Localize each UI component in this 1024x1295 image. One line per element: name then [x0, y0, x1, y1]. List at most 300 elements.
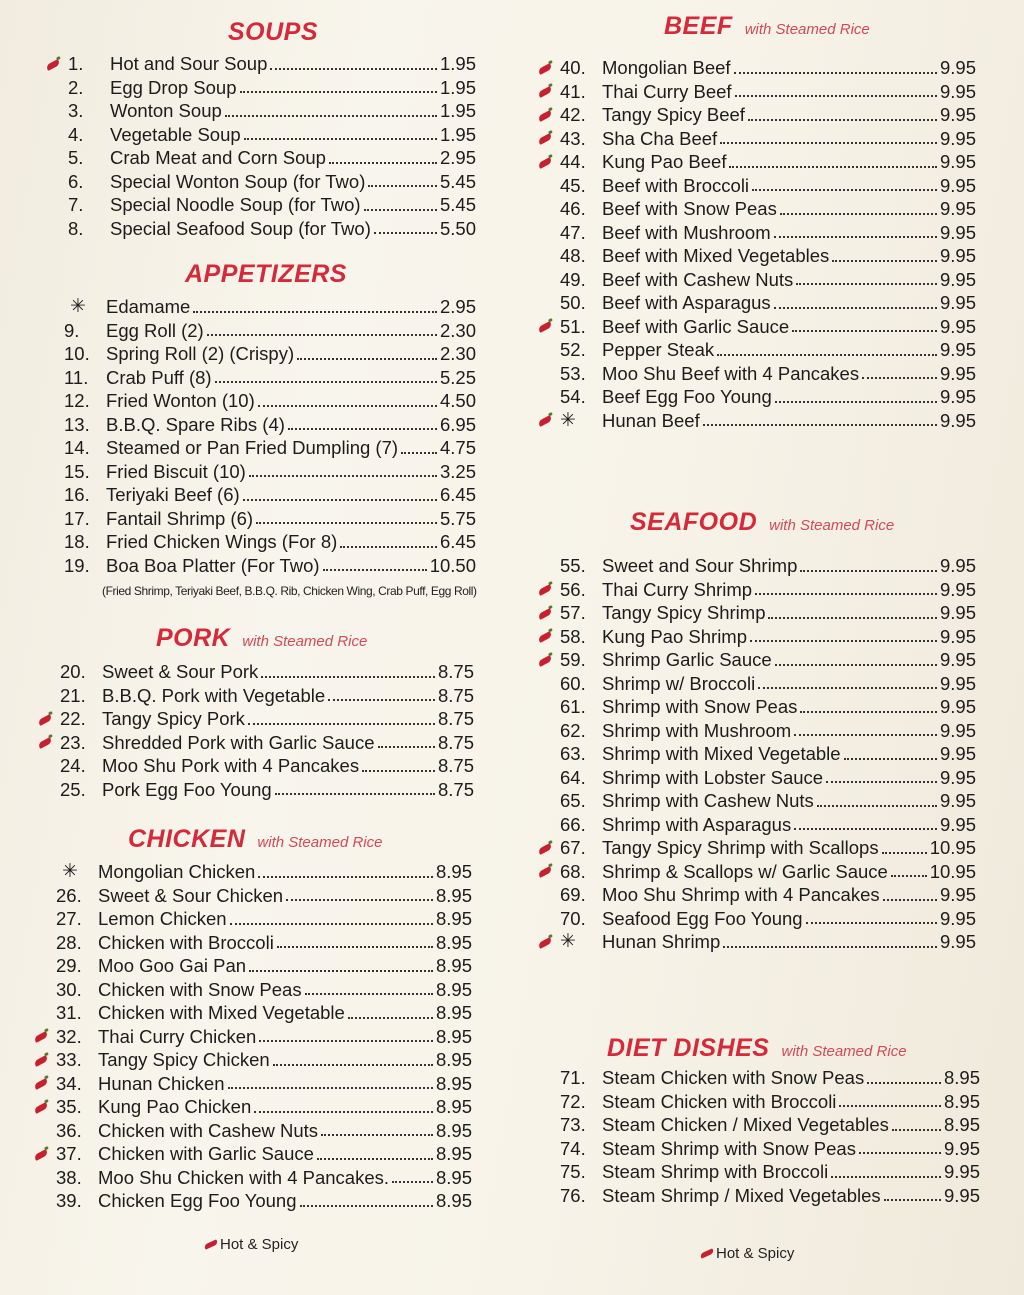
item-marker [532, 248, 560, 268]
item-number: 54. [560, 386, 586, 407]
item-price: 9.95 [943, 1161, 980, 1182]
menu-item [40, 99, 476, 123]
item-name: Moo Shu Beef with 4 Pancakes [602, 362, 860, 384]
item-name: Kung Pao Shrimp [602, 625, 748, 647]
item-marker [532, 769, 560, 789]
dot-leader [401, 452, 437, 454]
item-marker [532, 1117, 560, 1137]
item-marker [28, 1028, 56, 1048]
item-name: Special Seafood Soup (for Two) [110, 217, 371, 239]
item-marker [532, 1140, 560, 1160]
item-name: Mongolian Beef [602, 57, 731, 78]
item-name: Steam Shrimp / Mixed Vegetables [602, 1184, 881, 1206]
item-marker [32, 664, 60, 684]
menu-item [532, 766, 976, 790]
dot-leader [193, 311, 437, 313]
item-name: Thai Curry Shrimp [602, 578, 753, 600]
item-number: 74. [560, 1137, 586, 1159]
asterisk-icon: ✳ [560, 931, 576, 952]
item-name: Teriyaki Beef (6) [106, 484, 240, 505]
item-marker [36, 510, 64, 530]
item-number: 26. [56, 884, 82, 906]
item-name: Shrimp with Cashew Nuts [602, 790, 814, 811]
dot-leader [750, 640, 937, 642]
item-number: 19. [64, 554, 90, 576]
menu-item [28, 931, 472, 955]
item-marker [28, 1005, 56, 1025]
item-price: 8.95 [435, 1143, 472, 1164]
dot-leader [378, 746, 435, 748]
item-price: 9.95 [939, 339, 976, 360]
dot-leader [723, 946, 937, 948]
item-name: Beef with Garlic Sauce [602, 315, 790, 337]
item-price: 9.95 [939, 884, 976, 905]
item-price: 1.95 [439, 53, 476, 74]
item-price: 8.75 [437, 755, 474, 776]
item-marker [532, 154, 560, 174]
item-price: 9.95 [939, 743, 976, 764]
menu-item [532, 907, 976, 931]
dot-leader [273, 1064, 433, 1066]
menu-item [28, 954, 472, 978]
item-name: Edamame [106, 296, 191, 317]
item-name: Lemon Chicken [98, 908, 227, 929]
item-marker [28, 1052, 56, 1072]
item-price: 9.95 [939, 409, 976, 431]
menu-item [36, 319, 476, 343]
item-price: 6.95 [439, 413, 476, 435]
item-marker [532, 177, 560, 197]
dot-leader [862, 377, 937, 379]
menu-item [28, 1166, 472, 1190]
appetizers-header [185, 260, 347, 289]
item-name: B.B.Q. Spare Ribs (4) [106, 413, 285, 435]
item-marker [532, 840, 560, 860]
item-marker [532, 342, 560, 362]
dot-leader [734, 72, 937, 74]
item-name: Beef with Cashew Nuts [602, 268, 794, 290]
chicken-header [128, 825, 382, 854]
beef-header [664, 12, 870, 41]
item-number: 5. [68, 147, 84, 168]
item-name: B.B.Q. Pork with Vegetable [102, 684, 326, 706]
item-marker [532, 1093, 560, 1113]
menu-item [40, 146, 476, 170]
menu-item [532, 813, 976, 837]
item-name: Thai Curry Chicken [98, 1025, 257, 1047]
item-number: 18. [64, 531, 90, 552]
item-marker [40, 103, 68, 123]
item-number: 63. [560, 743, 586, 764]
item-price: 8.95 [435, 1049, 472, 1070]
item-price: 5.50 [439, 217, 476, 239]
dot-leader [275, 793, 435, 795]
item-number: 64. [560, 766, 586, 788]
item-marker [532, 295, 560, 315]
item-name: Steam Chicken with Broccoli [602, 1090, 837, 1112]
dot-leader [230, 923, 433, 925]
item-number: 13. [64, 413, 90, 435]
menu-item [32, 754, 474, 778]
item-marker [28, 1075, 56, 1095]
pepper-icon [537, 415, 552, 427]
dot-leader [305, 993, 433, 995]
item-marker [36, 463, 64, 483]
item-number: 25. [60, 778, 86, 800]
item-number: 44. [560, 151, 586, 172]
menu-item [532, 150, 976, 174]
item-price: 8.75 [437, 684, 474, 706]
item-price: 9.95 [939, 696, 976, 717]
item-price: 8.95 [435, 1002, 472, 1023]
item-marker [28, 864, 56, 884]
item-price: 9.95 [939, 151, 976, 172]
item-price: 9.95 [939, 386, 976, 407]
item-name: Beef with Mushroom [602, 221, 771, 243]
menu-item [36, 460, 476, 484]
item-marker [40, 79, 68, 99]
appetizers-list [36, 295, 476, 577]
menu-item [532, 860, 976, 884]
dot-leader [884, 1199, 941, 1201]
item-price: 8.95 [435, 1096, 472, 1117]
item-number: 21. [60, 684, 86, 706]
item-marker [32, 781, 60, 801]
item-marker [532, 201, 560, 221]
item-name: Beef Egg Foo Young [602, 386, 772, 407]
menu-item [36, 483, 476, 507]
section-title: DIET DISHES [607, 1034, 770, 1062]
menu-item [532, 672, 976, 696]
item-number: 73. [560, 1114, 586, 1135]
pepper-icon [33, 1031, 48, 1043]
item-price: 1.95 [439, 100, 476, 121]
item-marker [28, 958, 56, 978]
item-number: 51. [560, 315, 586, 337]
dot-leader [249, 475, 437, 477]
item-price: 9.95 [943, 1184, 980, 1206]
menu-item [532, 554, 976, 578]
dot-leader [794, 828, 937, 830]
dot-leader [703, 424, 937, 426]
dot-leader [321, 1134, 433, 1136]
section-title: APPETIZERS [185, 260, 347, 288]
pepper-icon [537, 86, 552, 98]
item-number: 12. [64, 390, 90, 411]
item-name: Fantail Shrimp (6) [106, 507, 254, 529]
item-name: Chicken with Snow Peas [98, 978, 302, 1000]
menu-item [532, 1066, 980, 1090]
item-marker [36, 393, 64, 413]
menu-item [40, 217, 476, 241]
item-name: Shrimp Garlic Sauce [602, 649, 772, 670]
item-price: 8.95 [435, 955, 472, 976]
dot-leader [286, 899, 433, 901]
dot-leader [752, 189, 937, 191]
menu-item [28, 1095, 472, 1119]
item-price: 8.95 [435, 884, 472, 906]
menu-item [36, 342, 476, 366]
item-number: 24. [60, 755, 86, 776]
item-price: 5.45 [439, 194, 476, 215]
item-name: Moo Shu Chicken with 4 Pancakes. [98, 1166, 390, 1188]
item-price: 8.95 [435, 861, 472, 882]
item-number: 30. [56, 978, 82, 1000]
dot-leader [364, 209, 437, 211]
pork-list [32, 660, 474, 801]
menu-item [532, 385, 976, 409]
item-name: Tangy Spicy Shrimp [602, 602, 766, 623]
item-number: 20. [60, 661, 86, 682]
item-marker [532, 581, 560, 601]
item-number: 4. [68, 123, 84, 145]
item-number: 69. [560, 884, 586, 905]
dot-leader [300, 1205, 433, 1207]
item-price: 1.95 [439, 76, 476, 98]
item-marker [532, 722, 560, 742]
item-number: 53. [560, 362, 586, 384]
menu-item [532, 197, 976, 221]
dot-leader [826, 781, 937, 783]
item-marker [532, 652, 560, 672]
item-name: Kung Pao Beef [602, 151, 727, 172]
dot-leader [259, 1040, 433, 1042]
item-marker [532, 746, 560, 766]
item-price: 9.95 [939, 104, 976, 125]
item-marker [532, 60, 560, 80]
item-number: 8. [68, 217, 84, 239]
item-number: 27. [56, 908, 82, 929]
dot-leader [362, 770, 435, 772]
item-marker [532, 83, 560, 103]
pepper-icon [537, 608, 552, 620]
item-name: Crab Puff (8) [106, 366, 212, 388]
item-marker [28, 887, 56, 907]
legend-label: Hot & Spicy [716, 1245, 795, 1262]
item-price: 9.95 [939, 672, 976, 694]
dot-leader [240, 91, 437, 93]
item-number [56, 859, 98, 884]
item-number: 48. [560, 245, 586, 266]
dot-leader [775, 664, 937, 666]
item-number: 39. [56, 1190, 82, 1211]
item-name: Chicken with Mixed Vegetable [98, 1002, 345, 1023]
dot-leader [261, 676, 435, 678]
item-name: Thai Curry Beef [602, 80, 732, 102]
item-price: 8.75 [437, 778, 474, 800]
pork-header [156, 624, 367, 653]
item-marker [36, 346, 64, 366]
section-title: SOUPS [228, 18, 319, 46]
dot-leader [328, 699, 435, 701]
item-number: 32. [56, 1025, 82, 1047]
item-name: Chicken Egg Foo Young [98, 1190, 297, 1211]
item-name: Vegetable Soup [110, 123, 241, 145]
menu-item [532, 315, 976, 339]
item-name: Sha Cha Beef [602, 127, 718, 149]
item-marker [32, 734, 60, 754]
item-price: 8.95 [435, 1166, 472, 1188]
pepper-icon [204, 1239, 219, 1249]
item-price: 8.75 [437, 661, 474, 682]
asterisk-icon: ✳ [70, 296, 86, 317]
item-price: 9.95 [939, 766, 976, 788]
item-marker [532, 816, 560, 836]
item-name: Chicken with Cashew Nuts [98, 1119, 319, 1141]
section-subtitle: with Steamed Rice [242, 633, 368, 650]
dot-leader [258, 876, 433, 878]
pepper-icon [537, 584, 552, 596]
item-number: 58. [560, 625, 586, 647]
item-name: Shrimp & Scallops w/ Garlic Sauce [602, 860, 888, 882]
dot-leader [228, 1087, 433, 1089]
item-number: 49. [560, 268, 586, 290]
section-title: SEAFOOD [630, 508, 758, 536]
dot-leader [892, 1129, 941, 1131]
item-number: 9. [64, 319, 80, 341]
item-number: 55. [560, 555, 586, 576]
dot-leader [774, 307, 937, 309]
item-name: Beef with Snow Peas [602, 198, 777, 219]
menu-item [36, 530, 476, 554]
item-name: Chicken with Broccoli [98, 931, 274, 953]
item-marker [28, 1099, 56, 1119]
item-name: Shredded Pork with Garlic Sauce [102, 731, 375, 753]
menu-item [36, 554, 476, 578]
menu-item [28, 1025, 472, 1049]
item-name: Shrimp with Snow Peas [602, 696, 798, 717]
item-marker [28, 1122, 56, 1142]
pepper-icon [537, 110, 552, 122]
item-number: 3. [68, 100, 84, 121]
menu-item [28, 1001, 472, 1025]
item-marker [40, 56, 68, 76]
dot-leader [244, 138, 437, 140]
dot-leader [717, 354, 937, 356]
item-marker [532, 107, 560, 127]
item-number: 60. [560, 672, 586, 694]
item-price: 9.95 [943, 1137, 980, 1159]
item-price: 9.95 [939, 649, 976, 670]
item-marker [28, 1169, 56, 1189]
dot-leader [882, 852, 927, 854]
item-price: 8.75 [437, 731, 474, 753]
dot-leader [348, 1017, 433, 1019]
pepper-icon [537, 937, 552, 949]
item-number: 72. [560, 1090, 586, 1112]
item-marker [532, 389, 560, 409]
menu-item [532, 103, 976, 127]
menu-item [532, 1160, 980, 1184]
section-title: PORK [156, 624, 231, 652]
dot-leader [768, 617, 937, 619]
menu-item [28, 907, 472, 931]
item-name: Shrimp with Asparagus [602, 813, 792, 835]
item-name: Mongolian Chicken [98, 861, 256, 882]
menu-item [32, 731, 474, 755]
dot-leader [248, 723, 435, 725]
item-number: 33. [56, 1049, 82, 1070]
pepper-icon [37, 714, 52, 726]
pepper-icon [33, 1055, 48, 1067]
item-price: 3.25 [439, 460, 476, 482]
item-price: 9.95 [939, 198, 976, 219]
item-name: Pepper Steak [602, 339, 715, 360]
dot-leader [258, 405, 437, 407]
item-name: Shrimp w/ Broccoli [602, 672, 756, 694]
item-number: 31. [56, 1002, 82, 1023]
item-price: 2.30 [439, 343, 476, 364]
dot-leader [329, 162, 437, 164]
item-name: Beef with Asparagus [602, 292, 771, 313]
item-number: 59. [560, 649, 586, 670]
item-name: Special Noodle Soup (for Two) [110, 194, 361, 215]
item-price: 9.95 [939, 268, 976, 290]
item-price: 6.45 [439, 484, 476, 505]
pepper-icon [33, 1102, 48, 1114]
item-price: 1.95 [439, 123, 476, 145]
item-number: 36. [56, 1119, 82, 1141]
platter-note: (Fried Shrimp, Teriyaki Beef, B.B.Q. Rib, Chicken Wing, Crab Puff, Egg Roll) [102, 584, 477, 598]
item-marker [532, 365, 560, 385]
menu-item [32, 707, 474, 731]
dot-leader [249, 970, 433, 972]
dot-leader [720, 142, 937, 144]
item-number: 56. [560, 578, 586, 600]
menu-item [532, 221, 976, 245]
item-number: 71. [560, 1067, 586, 1088]
item-name: Hunan Chicken [98, 1072, 225, 1094]
item-number: 38. [56, 1166, 82, 1188]
item-number: 70. [560, 907, 586, 929]
item-name: Spring Roll (2) (Crispy) [106, 343, 295, 364]
dot-leader [891, 875, 927, 877]
item-price: 9.95 [939, 315, 976, 337]
pepper-icon [33, 1078, 48, 1090]
item-name: Moo Goo Gai Pan [98, 955, 247, 976]
item-name: Shrimp with Lobster Sauce [602, 766, 824, 788]
menu-item [28, 1072, 472, 1096]
item-name: Chicken with Garlic Sauce [98, 1143, 314, 1164]
item-price: 4.75 [439, 437, 476, 458]
menu-item [532, 1090, 980, 1114]
item-number: 23. [60, 731, 86, 753]
dot-leader [392, 1181, 433, 1183]
item-marker [28, 1146, 56, 1166]
item-price: 9.95 [939, 221, 976, 243]
dot-leader [270, 68, 437, 70]
menu-item [36, 389, 476, 413]
item-number: 66. [560, 813, 586, 835]
dot-leader [288, 428, 437, 430]
item-marker [532, 605, 560, 625]
menu-item [28, 1048, 472, 1072]
item-marker [36, 322, 64, 342]
pepper-icon [537, 631, 552, 643]
item-name: Steam Chicken / Mixed Vegetables [602, 1114, 889, 1135]
menu-item [532, 362, 976, 386]
item-price: 8.95 [943, 1090, 980, 1112]
item-marker [32, 711, 60, 731]
item-name: Seafood Egg Foo Young [602, 907, 803, 929]
item-marker [532, 1164, 560, 1184]
item-marker [40, 150, 68, 170]
item-marker [36, 440, 64, 460]
item-number: 29. [56, 955, 82, 976]
item-number: 65. [560, 790, 586, 811]
dot-leader [368, 185, 437, 187]
section-subtitle: with Steamed Rice [257, 834, 383, 851]
